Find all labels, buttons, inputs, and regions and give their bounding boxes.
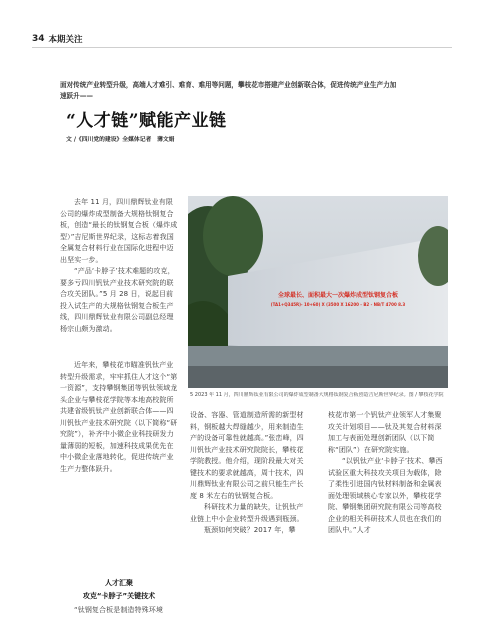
photo-sign-line-1: 全球最长、面积最大一次爆炸成型钛钢复合板: [277, 292, 399, 299]
paragraph: 瓶颈如何突破？2017 年，攀: [204, 526, 296, 534]
article-byline: 文 /《四川党的建设》全媒体记者 薄文娟: [66, 137, 175, 143]
photo-caption: 5 2023 年 11 月，四川鼎辉钛业有限公司的爆炸成型制备大规格钛钢复合板创造吉尼斯世界纪录。图 / 攀枝花学院: [190, 392, 444, 398]
photo-sign-line-2: (TA1+Q345R)- 10+60) X (3500 X 16200 - B2 - NB/T 4700 8.3: [270, 302, 406, 307]
column-1-tail: [60, 605, 178, 617]
page-header: [32, 32, 83, 46]
paragraph: 枝花市第一个钒钛产业领军人才集聚攻关计划项目——钛及其复合材料深加工与表面处理创新团队（以下简称“团队”）在研究院实施。: [328, 411, 442, 454]
column-2: [190, 410, 308, 537]
paragraph: “钛钢复合板是制造特殊环境: [74, 606, 163, 614]
subheading-2: 攻克“卡脖子”关键技术: [82, 592, 156, 600]
paragraph: 去年 11 月，四川鼎辉钛业有限公司的爆炸成型制备大规格钛钢复合板，创造“最长的钛钢复合板（爆炸成型）”吉尼斯世界纪录，这标志着我国全属复合材料行业在国际化进程中迈出坚实一步。: [60, 198, 178, 264]
factory-sign-photo: [188, 196, 448, 388]
column-1-bottom: [60, 360, 178, 475]
header-divider: [32, 47, 452, 48]
article-lead: 面对传统产业转型升级，高端人才难引、难育、难用等问题，攀枝花市搭建产业创新联合体，促进传统产业生产力加速跃升——: [60, 81, 397, 100]
paragraph: “以钒钛产业‘卡脖子’技术、攀西试验区重大科技攻关项目为载体，除了柔性引进国内钛材料制备和金属表面处理领域核心专家以外，攀枝花学院、攀钢集团研究院有限公司等高校企业的相关科研技术人员也在我们的团队中。”人才: [328, 457, 443, 534]
column-1-top: [60, 197, 178, 335]
subheading-1: 人才汇聚: [105, 579, 133, 587]
article-photo: [188, 196, 448, 388]
column-3: [328, 410, 448, 537]
paragraph: 科研技术力量的缺失，让钒钛产业链上中小企业转型升级遇到瓶颈。: [190, 503, 304, 523]
paragraph: 近年来，攀枝花市瞄准钒钛产业转型升级需求，牢牢抓住人才这个“第一资源”，支持攀钢集团等钒钛领域龙头企业与攀枝花学院等本地高校院所共建省级钒钛产业创新联合体——四川钒钛产业技术研究院（以下简称“研究院”），补齐中小微企业科技研发力量薄弱的短板，加速科技成果优先在中小微企业落地转化，促进传统产业生产力整体跃升。: [60, 361, 178, 473]
section-title: 本期关注: [48, 35, 83, 45]
paragraph: “产品‘卡脖子’技术难题的攻克，要多亏四川钒钛产业技术研究院的联合攻关团队。”5 月 28 日，说起目前投入试生产的大规格钛钢复合板生产线，四川鼎辉钛业有限公司副总经理杨宗山颇为激动。: [60, 267, 175, 333]
paragraph: 设备、容器、管道制造所需的新型材料，钢板越大焊缝越少，用来制造生产的设备可靠性就越高。”张峦峰，四川钒钛产业技术研究院院长，攀枝花学院教授。他介绍，现阶段最大对关键技术的要求就越高，周十技术，四川鼎辉钛业有限公司之前只能生产长度 8 米左右的钛钢复合板。: [190, 411, 304, 500]
page-number: 34: [32, 34, 45, 44]
article-title: “人才链”赋能产业链: [66, 111, 227, 131]
